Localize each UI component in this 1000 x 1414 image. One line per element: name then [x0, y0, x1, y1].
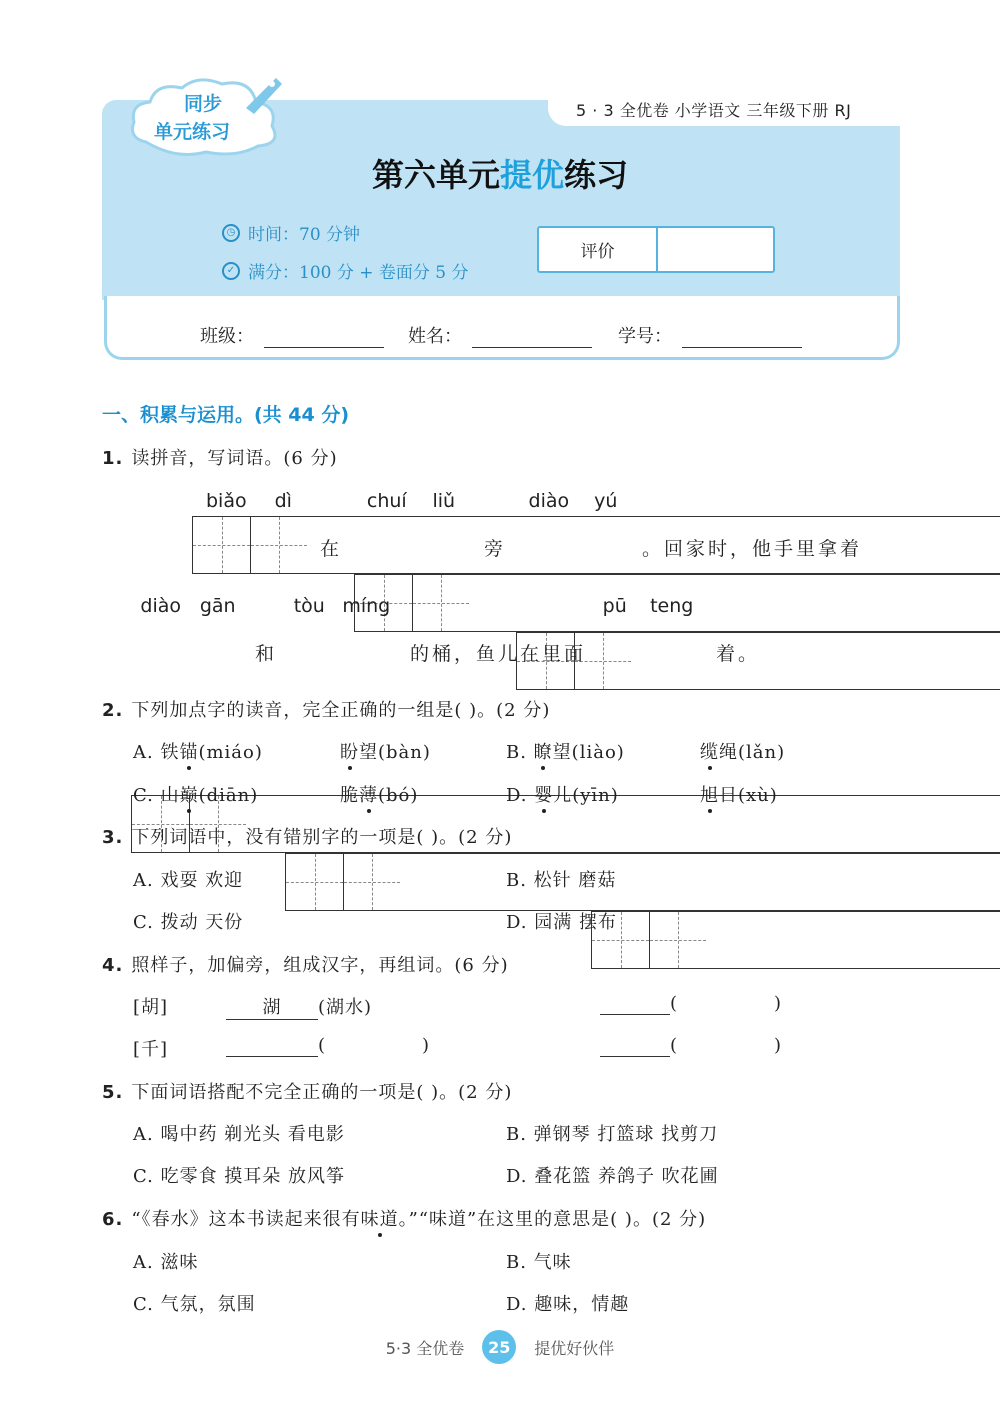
pinyin-diaogan: diào gān — [140, 595, 236, 617]
pinyin-chuiliu: chuí liǔ — [366, 490, 456, 512]
page-number: 25 — [482, 1330, 516, 1364]
option-d[interactable]: D. 叠花篮 养鸽子 吹花圃 — [506, 1166, 719, 1187]
option-c[interactable]: C. 拨动 天份 — [133, 912, 244, 933]
text-fragment: 的桶，鱼儿在里面 — [410, 643, 587, 665]
option-c[interactable]: C. 气氛，氛围 — [133, 1294, 256, 1315]
cloud-badge — [126, 72, 286, 160]
text-fragment: 。回家时，他手里拿着 — [642, 538, 863, 560]
answer-grid[interactable] — [591, 911, 1000, 969]
option-c2: 脆薄(bó) — [340, 785, 419, 806]
option-a[interactable]: A. 戏耍 欢迎 — [133, 870, 244, 891]
dotted-word: 味道 — [360, 1209, 399, 1230]
pinyin-diaoyu: diào yú — [528, 490, 618, 512]
answer-blank[interactable]: ( ) — [600, 993, 782, 1015]
score-line: ✓ 满分：100 分 + 卷面分 5 分 — [222, 258, 469, 283]
pinyin-biaodi: biǎo dì — [206, 490, 292, 512]
question-2: 2. 下列加点字的读音，完全正确的一组是( )。(2 分) — [102, 700, 551, 721]
text-fragment: 旁 — [484, 538, 507, 560]
option-c1[interactable]: C. 山巅(diān) — [133, 785, 259, 806]
pinyin-touming: tòu míng — [293, 595, 391, 617]
footer-left: 5·3 全优卷 — [385, 1338, 465, 1358]
question-1: 1. 读拼音，写词语。(6 分) — [102, 448, 338, 469]
answer-grid[interactable] — [192, 516, 1000, 574]
check-icon: ✓ — [222, 262, 240, 280]
question-4: 4. 照样子，加偏旁，组成汉字，再组词。(6 分) — [102, 955, 509, 976]
question-5: 5. 下面词语搭配不完全正确的一项是( )。(2 分) — [102, 1082, 513, 1103]
question-6: 6. “《春水》这本书读起来很有味道。”“味道”在这里的意思是( )。(2 分) — [102, 1209, 707, 1230]
option-b2: 缆绳(lǎn) — [700, 742, 786, 763]
option-a[interactable]: A. 喝中药 剃光头 看电影 — [133, 1124, 345, 1145]
footer — [0, 1330, 1000, 1364]
text-fragment: 在 — [320, 538, 343, 560]
option-a1[interactable]: A. 铁锚(miáo) — [133, 742, 263, 763]
option-c[interactable]: C. 吃零食 摸耳朵 放风筝 — [133, 1166, 346, 1187]
answer-blank[interactable]: ( ) — [600, 1035, 782, 1057]
example-answer: 湖 (湖水) — [226, 993, 372, 1020]
student-id-field[interactable]: 学号： — [618, 322, 802, 348]
rating-box — [537, 226, 775, 273]
radical-label-hu: [胡] — [133, 997, 169, 1018]
option-b1[interactable]: B. 瞭望(liào) — [506, 742, 625, 763]
option-d2: 旭日(xù) — [700, 785, 778, 806]
class-field[interactable]: 班级： — [200, 322, 384, 348]
section-title: 一、积累与运用。(共 44 分) — [102, 404, 350, 426]
question-3: 3. 下列词语中，没有错别字的一项是( )。(2 分) — [102, 827, 513, 848]
rating-field[interactable] — [658, 228, 773, 271]
option-d[interactable]: D. 园满 摆布 — [506, 912, 617, 933]
option-d[interactable]: D. 趣味，情趣 — [506, 1294, 630, 1315]
footer-right: 提优好伙伴 — [534, 1338, 615, 1358]
option-a2: 盼望(bàn) — [340, 742, 431, 763]
option-b[interactable]: B. 松针 磨菇 — [506, 870, 617, 891]
option-d1[interactable]: D. 婴儿(yīn) — [506, 785, 619, 806]
answer-blank[interactable]: ( ) — [226, 1035, 430, 1057]
radical-label-qian: [千] — [133, 1039, 169, 1060]
text-fragment: 和 — [255, 643, 278, 665]
badge-line1: 同步 — [184, 93, 223, 115]
name-field[interactable]: 姓名： — [408, 322, 592, 348]
series-label: 5 · 3 全优卷 小学语文 三年级下册 RJ — [576, 101, 852, 120]
answer-grid[interactable] — [285, 853, 1000, 911]
badge-line2: 单元练习 — [154, 121, 231, 143]
page-title: 第六单元提优练习 — [371, 156, 629, 194]
option-a[interactable]: A. 滋味 — [133, 1252, 199, 1273]
time-line: ◷ 时间：70 分钟 — [222, 220, 360, 245]
option-b[interactable]: B. 弹钢琴 打篮球 找剪刀 — [506, 1124, 719, 1145]
option-b[interactable]: B. 气味 — [506, 1252, 572, 1273]
rating-label: 评价 — [539, 228, 658, 271]
text-fragment: 着。 — [716, 643, 761, 665]
clock-icon: ◷ — [222, 224, 240, 242]
pinyin-puteng: pū teng — [602, 595, 694, 617]
